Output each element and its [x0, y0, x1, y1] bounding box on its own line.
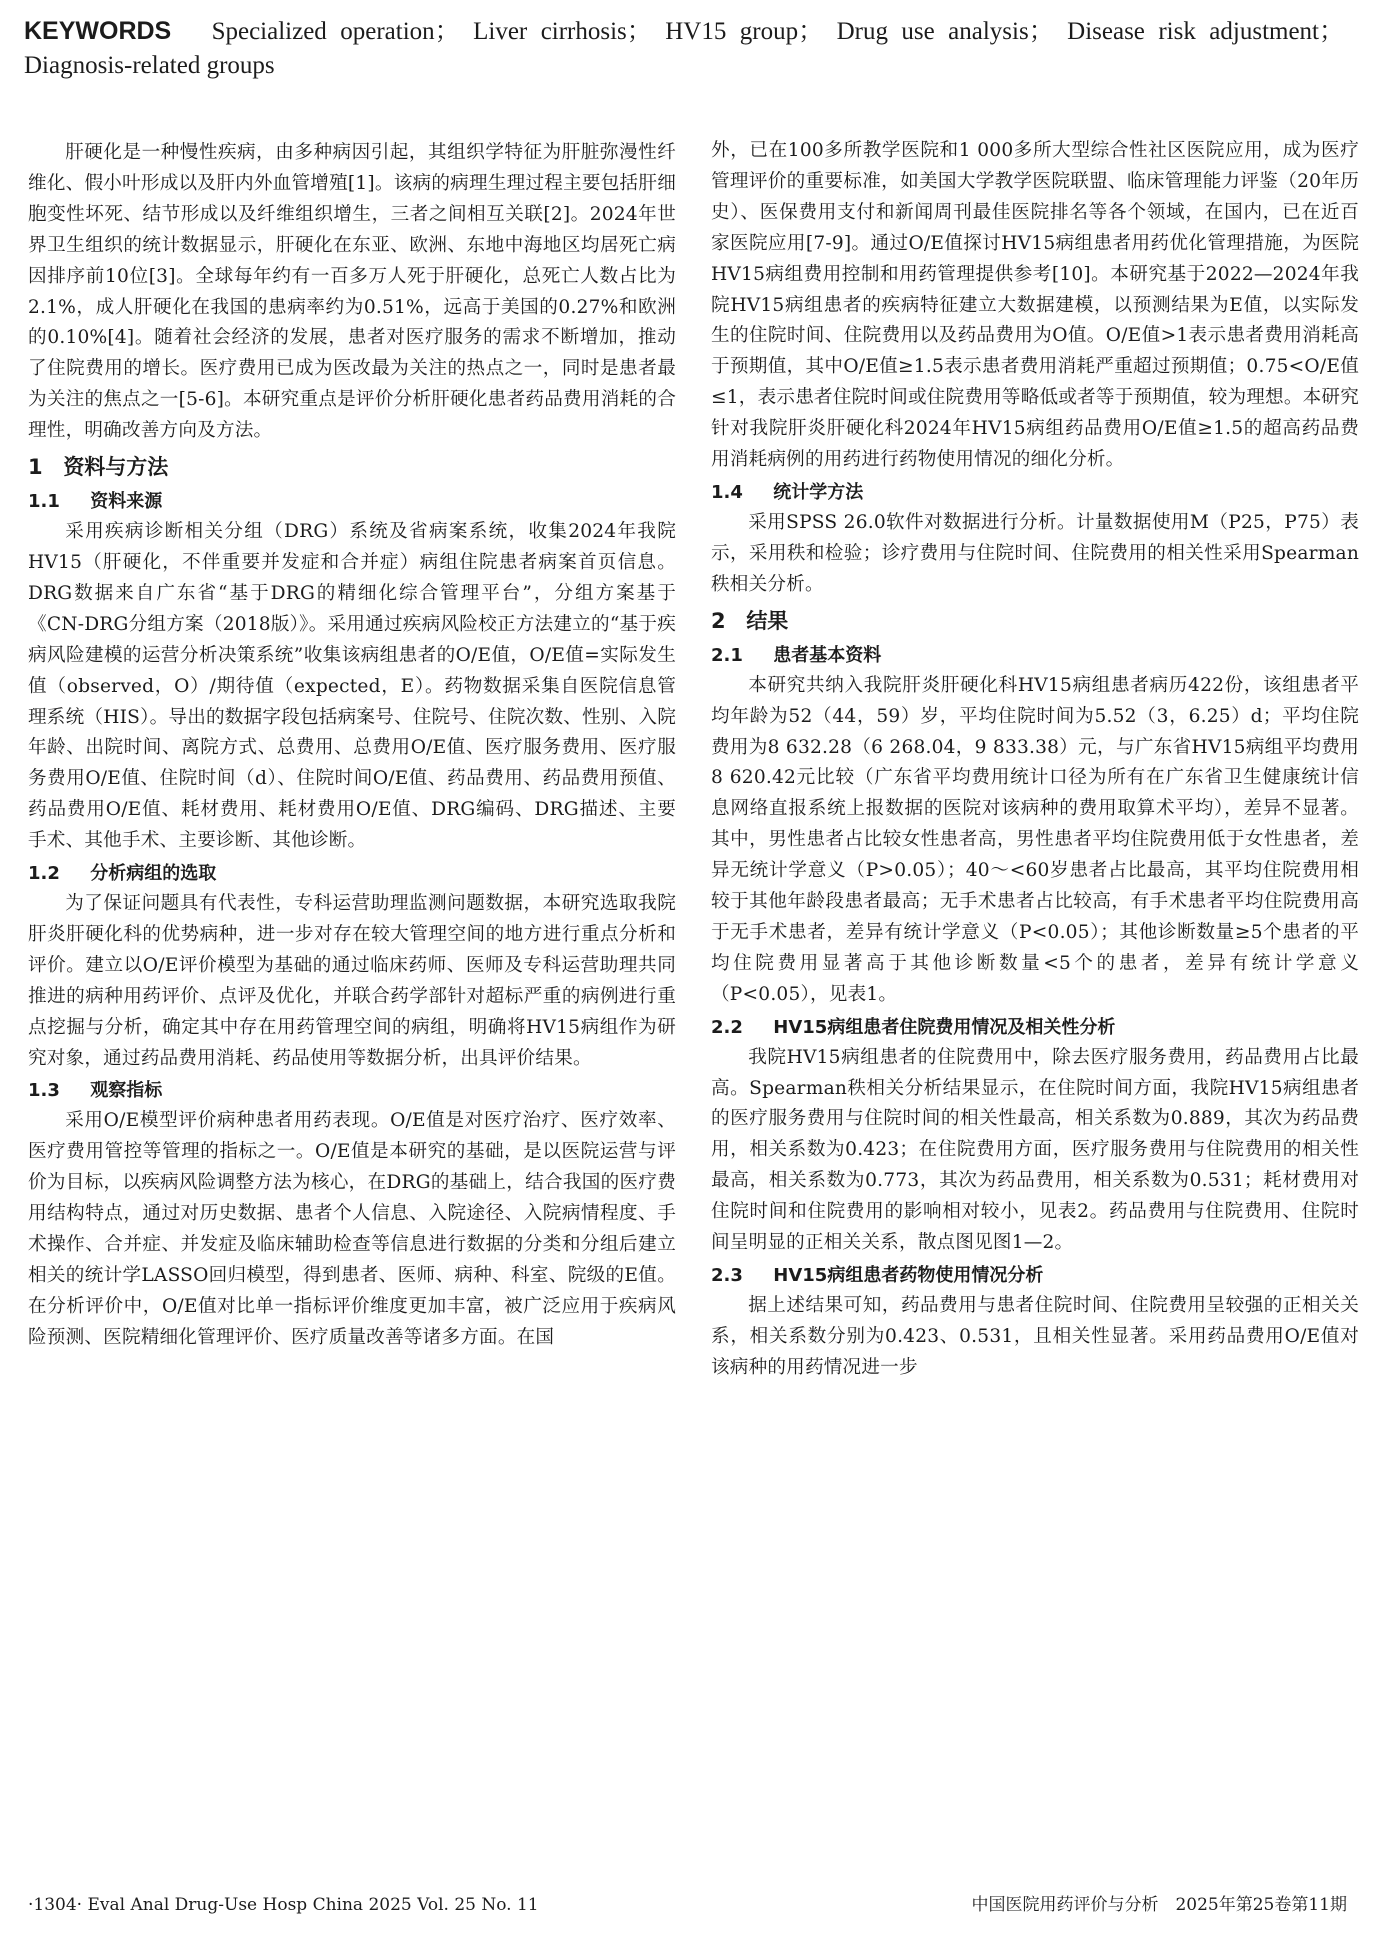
subsection-2-1-heading	[711, 641, 1359, 671]
keywords-text: Specialized operation； Liver cirrhosis； HV15 group； Drug use analysis； Disease risk adjustment； Diagnosis-related groups	[24, 18, 1344, 79]
subsection-2-1-paragraph: 本研究共纳入我院肝炎肝硬化科HV15病组患者病历422份，该组患者平均年龄为52（44，59）岁，平均住院时间为5.52（3，6.25）d；平均住院费用为8 632.28（6 268.04，9 833.38）元，与广东省HV15病组平均费用8 620.42元比较（广东省平均费用统计口径为所有在广东省卫生健康统计信息网络直报系统上报数据的医院对该病种的费用取算术平均），差异不显著。其中，男性患者占比较女性患者高，男性患者平均住院费用低于女性患者，差异无统计学意义（P>0.05）；40～<60岁患者占比最高，其平均住院费用相较于其他年龄段患者最高；无手术患者占比较高，有手术患者平均住院费用高于无手术患者，差异有统计学意义（P<0.05）；其他诊断数量≥5个患者的平均住院费用显著高于其他诊断数量<5个的患者，差异有统计学意义（P<0.05），见表1。	[711, 674, 1359, 1005]
subsection-1-4-paragraph: 采用SPSS 26.0软件对数据进行分析。计量数据使用M（P25，P75）表示，采用秩和检验；诊疗费用与住院时间、住院费用的相关性采用Spearman秩相关分析。	[711, 511, 1359, 595]
subsection-1-1-number: 1.1	[28, 491, 60, 513]
subsection-2-2-paragraph: 我院HV15病组患者的住院费用中，除去医疗服务费用，药品费用占比最高。Spearman秩相关分析结果显示，在住院时间方面，我院HV15病组患者的医疗服务费用与住院时间的相关性最高，相关系数为0.889，其次为药品费用，相关系数为0.423；在住院费用方面，医疗服务费用与住院费用的相关性最高，相关系数为0.773，其次为药品费用，相关系数为0.531；耗材费用对住院时间和住院费用的影响相对较小，见表2。药品费用与住院费用、住院时间呈明显的正相关关系，散点图见图1—2。	[711, 1046, 1359, 1254]
subsection-1-4-number: 1.4	[711, 481, 743, 503]
subsection-1-3-number: 1.3	[28, 1080, 60, 1102]
subsection-1-1-paragraph: 采用疾病诊断相关分组（DRG）系统及省病案系统，收集2024年我院HV15（肝硬化，不伴重要并发症和合并症）病组住院患者病案首页信息。DRG数据来自广东省“基于DRG的精细化综合管理平台”，分组方案基于《CN-DRG分组方案（2018版）》。采用通过疾病风险校正方法建立的“基于疾病风险建模的运营分析决策系统”收集该病组患者的O/E值，O/E值=实际发生值（observed，O）/期待值（expected，E）。药物数据采集自医院信息管理系统（HIS）。导出的数据字段包括病案号、住院号、住院次数、性别、入院年龄、出院时间、离院方式、总费用、总费用O/E值、医疗服务费用、医疗服务费用O/E值、住院时间（d）、住院时间O/E值、药品费用、药品费用预值、药品费用O/E值、耗材费用、耗材费用O/E值、DRG编码、DRG描述、主要手术、其他手术、主要诊断、其他诊断。	[28, 521, 676, 852]
keywords-block	[24, 14, 1344, 83]
subsection-2-2-heading	[711, 1013, 1359, 1043]
subsection-2-1-number: 2.1	[711, 644, 743, 666]
subsection-2-3-number: 2.3	[711, 1265, 743, 1286]
right-column	[711, 136, 1359, 1384]
subsection-2-2-number: 2.2	[711, 1016, 743, 1038]
subsection-1-3-heading	[28, 1076, 676, 1106]
subsection-1-1-title: 资料来源	[90, 491, 163, 513]
subsection-2-2-title: HV15病组患者住院费用情况及相关性分析	[773, 1016, 1116, 1038]
left-column	[28, 138, 676, 1354]
subsection-1-4-heading	[711, 478, 1359, 508]
footer-left-citation: ·1304· Eval Anal Drug-Use Hosp China 2025 Vol. 25 No. 11	[28, 1895, 539, 1915]
subsection-2-3-title: HV15病组患者药物使用情况分析	[773, 1265, 1044, 1286]
subsection-2-1-title: 患者基本资料	[773, 644, 882, 666]
section-2-heading	[711, 603, 1359, 639]
subsection-2-3-heading	[711, 1261, 1359, 1291]
section-2-title: 结果	[746, 608, 789, 633]
subsection-1-1-heading	[28, 487, 676, 517]
subsection-1-4-title: 统计学方法	[773, 481, 864, 503]
subsection-1-2-heading	[28, 859, 676, 889]
section-1-heading	[28, 449, 676, 485]
footer-right-citation: 中国医院用药评价与分析 2025年第25卷第11期	[971, 1895, 1347, 1915]
subsection-1-2-paragraph: 为了保证问题具有代表性，专科运营助理监测问题数据，本研究选取我院肝炎肝硬化科的优势病种，进一步对存在较大管理空间的地方进行重点分析和评价。建立以O/E评价模型为基础的通过临床药师、医师及专科运营助理共同推进的病种用药评价、点评及优化，并联合药学部针对超标严重的病例进行重点挖掘与分析，确定其中存在用药管理空间的病组，明确将HV15病组作为研究对象，通过药品费用消耗、药品使用等数据分析，出具评价结果。	[28, 893, 676, 1069]
continued-paragraph: 外，已在100多所教学医院和1 000多所大型综合性社区医院应用，成为医疗管理评价的重要标准，如美国大学教学医院联盟、临床管理能力评鉴（20年历史）、医保费用支付和新闻周刊最佳医院排名等各个领域，在国内，已在近百家医院应用[7-9]。通过O/E值探讨HV15病组患者用药优化管理措施，为医院HV15病组费用控制和用药管理提供参考[10]。本研究基于2022—2024年我院HV15病组患者的疾病特征建立大数据建模，以预测结果为E值，以实际发生的住院时间、住院费用以及药品费用为O值。O/E值>1表示患者费用消耗高于预期值，其中O/E值≥1.5表示患者费用消耗严重超过预期值；0.75<O/E值≤1，表示患者住院时间或住院费用等略低或者等于预期值，较为理想。本研究针对我院肝炎肝硬化科2024年HV15病组药品费用O/E值≥1.5的超高药品费用消耗病例的用药进行药物使用情况的细化分析。	[711, 140, 1360, 471]
section-2-number: 2	[711, 608, 726, 633]
subsection-1-3-paragraph: 采用O/E模型评价病种患者用药表现。O/E值是对医疗治疗、医疗效率、医疗费用管控等管理的指标之一。O/E值是本研究的基础，是以医院运营与评价为目标，以疾病风险调整方法为核心，在DRG的基础上，结合我国的医疗费用结构特点，通过对历史数据、患者个人信息、入院途径、入院病情程度、手术操作、合并症、并发症及临床辅助检查等信息进行数据的分类和分组后建立相关的统计学LASSO回归模型，得到患者、医师、病种、科室、院级的E值。在分析评价中，O/E值对比单一指标评价维度更加丰富，被广泛应用于疾病风险预测、医院精细化管理评价、医疗质量改善等诸多方面。在国	[28, 1110, 676, 1348]
subsection-1-2-number: 1.2	[28, 863, 60, 885]
subsection-1-2-title: 分析病组的选取	[90, 863, 217, 885]
subsection-1-3-title: 观察指标	[90, 1080, 163, 1102]
subsection-2-3-paragraph: 据上述结果可知，药品费用与患者住院时间、住院费用呈较强的正相关关系，相关系数分别为0.423、0.531，且相关性显著。采用药品费用O/E值对该病种的用药情况进一步	[711, 1295, 1359, 1378]
section-1-number: 1	[28, 455, 43, 480]
keywords-label: KEYWORDS	[24, 17, 172, 45]
intro-paragraph: 肝硬化是一种慢性疾病，由多种病因引起，其组织学特征为肝脏弥漫性纤维化、假小叶形成以及肝内外血管增殖[1]。该病的病理生理过程主要包括肝细胞变性坏死、结节形成以及纤维组织增生，三者之间相互关联[2]。2024年世界卫生组织的统计数据显示，肝硬化在东亚、欧洲、东地中海地区均居死亡病因排序前10位[3]。全球每年约有一百多万人死于肝硬化，总死亡人数占比为2.1%，成人肝硬化在我国的患病率约为0.51%，远高于美国的0.27%和欧洲的0.10%[4]。随着社会经济的发展，患者对医疗服务的需求不断增加，推动了住院费用的增长。医疗费用已成为医改最为关注的热点之一，同时是患者最为关注的焦点之一[5-6]。本研究重点是评价分析肝硬化患者药品费用消耗的合理性，明确改善方向及方法。	[28, 142, 676, 442]
section-1-title: 资料与方法	[63, 455, 169, 480]
